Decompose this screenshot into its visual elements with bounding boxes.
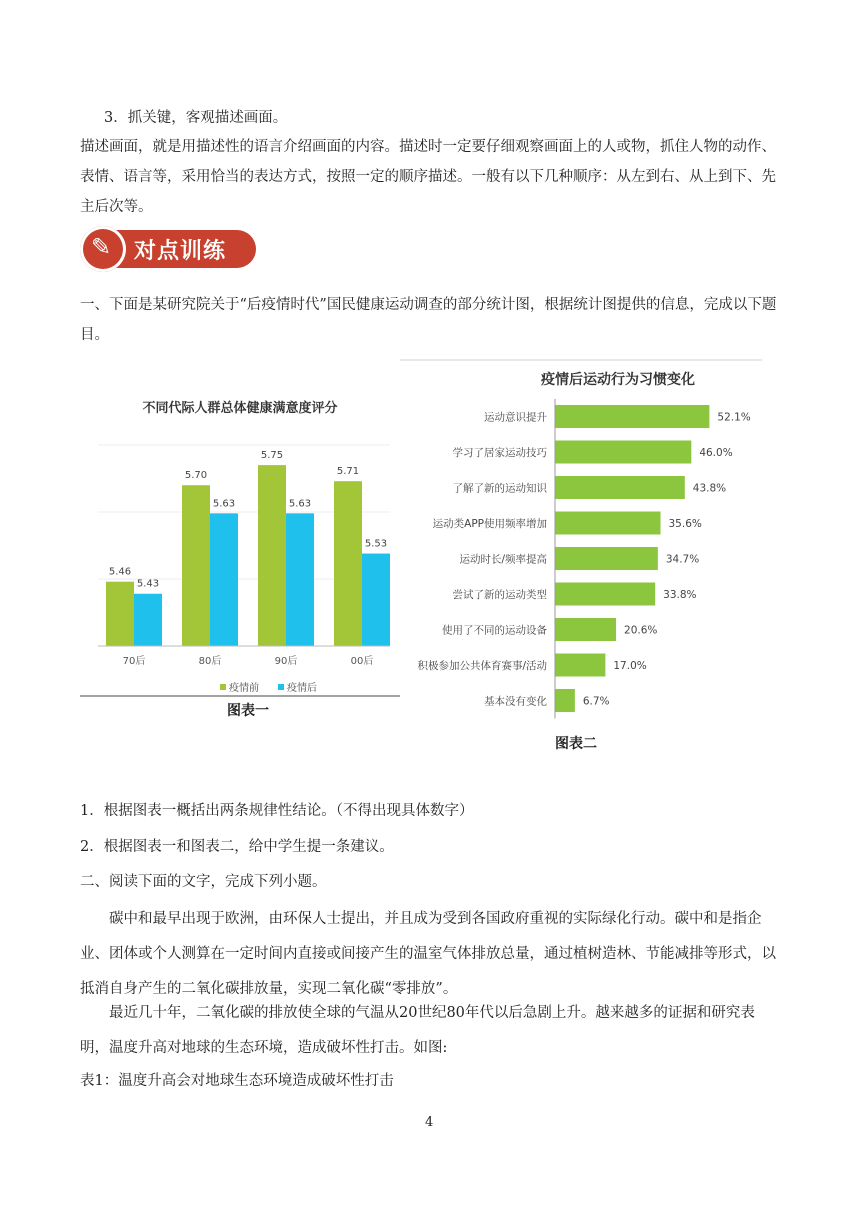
chart-one-legend-swatch xyxy=(220,684,226,690)
chart-one-caption: 图表一 xyxy=(227,703,269,719)
chart-two-data-label: 6.7% xyxy=(582,695,610,708)
chart-one-legend-label: 疫情前 xyxy=(229,683,259,694)
table-caption: 表1：温度升高会对地球生态环境造成破坏性打击 xyxy=(80,1073,394,1089)
chart-two xyxy=(400,358,762,756)
chart-two-category-label: 尝试了新的运动类型 xyxy=(452,589,547,601)
chart-two-bar xyxy=(555,476,685,499)
chart-one-data-label: 5.75 xyxy=(260,450,284,462)
chart-one-data-label: 5.70 xyxy=(184,470,208,482)
chart-two-bar xyxy=(555,654,605,677)
chart-two-bar xyxy=(555,583,655,606)
chart-two-svg xyxy=(400,358,762,756)
chart-two-category-label: 基本没有变化 xyxy=(484,695,547,708)
chart-one-bar xyxy=(286,513,314,646)
chart-one-bar xyxy=(182,485,210,646)
chart-two-category-label: 了解了新的运动知识 xyxy=(452,482,547,495)
pencil-icon: ✎ xyxy=(80,226,126,272)
chart-one-bar xyxy=(134,594,162,646)
chart-one-data-label: 5.46 xyxy=(108,566,132,578)
chart-one-category-label: 00后 xyxy=(350,656,374,667)
section-banner xyxy=(80,226,256,272)
chart-one-category-label: 80后 xyxy=(198,656,222,667)
chart-two-bar xyxy=(555,441,691,464)
question-1: 1．根据图表一概括出两条规律性结论。（不得出现具体数字） xyxy=(80,803,474,819)
chart-two-data-label: 52.1% xyxy=(717,411,751,424)
chart-two-data-label: 34.7% xyxy=(665,553,700,566)
chart-two-bar xyxy=(555,547,658,570)
chart-one xyxy=(80,370,400,720)
chart-one-data-label: 5.63 xyxy=(212,498,236,510)
chart-two-data-label: 43.8% xyxy=(692,482,727,495)
chart-two-category-label: 运动时长/频率提高 xyxy=(459,553,547,566)
chart-one-bar xyxy=(106,582,134,646)
chart-two-category-label: 运动意识提升 xyxy=(484,411,547,424)
chart-two-bar xyxy=(555,618,616,641)
chart-two-data-label: 17.0% xyxy=(613,660,647,672)
intro-heading: 3．抓关键，客观描述画面。 xyxy=(104,110,288,126)
chart-two-caption: 图表二 xyxy=(555,736,597,752)
section1-intro: 一、下面是某研究院关于“后疫情时代”国民健康运动调查的部分统计图，根据统计图提供的信息，完成以下题目。 xyxy=(80,297,777,343)
chart-one-category-label: 70后 xyxy=(122,656,146,667)
chart-two-data-label: 35.6% xyxy=(668,518,702,530)
chart-one-svg xyxy=(80,370,400,720)
chart-one-data-label: 5.43 xyxy=(136,578,160,590)
section2-paragraph-2: 最近几十年，二氧化碳的排放使全球的气温从20世纪80年代以后急剧上升。越来越多的证据和研究表明，温度升高对地球的生态环境，造成破坏性打击。如图: xyxy=(80,1005,755,1056)
chart-two-data-label: 20.6% xyxy=(624,624,658,637)
page-number: 4 xyxy=(425,1115,434,1130)
chart-two-category-label: 积极参加公共体育赛事/活动 xyxy=(417,660,547,672)
chart-one-title: 不同代际人群总体健康满意度评分 xyxy=(142,401,338,416)
chart-one-bar xyxy=(258,465,286,646)
chart-one-data-label: 5.53 xyxy=(364,538,388,550)
chart-one-category-label: 90后 xyxy=(274,656,298,667)
section2-intro: 二、阅读下面的文字，完成下列小题。 xyxy=(80,874,327,890)
chart-two-bar xyxy=(555,405,709,428)
chart-one-bar xyxy=(334,481,362,646)
chart-one-bar xyxy=(210,513,238,646)
section2-paragraph-1: 碳中和最早出现于欧洲，由环保人士提出，并且成为受到各国政府重视的实际绿化行动。碳中和是指企业、团体或个人测算在一定时间内直接或间接产生的温室气体排放总量，通过植树造林、节能减排等形式，以抵消自身产生的二氧化碳排放量，实现二氧化碳“零排放”。 xyxy=(80,911,776,997)
chart-two-bar xyxy=(555,689,575,712)
chart-one-data-label: 5.63 xyxy=(288,498,312,510)
chart-two-data-label: 46.0% xyxy=(699,447,733,459)
chart-two-category-label: 运动类APP使用频率增加 xyxy=(432,518,547,530)
chart-one-legend-label: 疫情后 xyxy=(287,683,317,694)
chart-one-data-label: 5.71 xyxy=(336,466,360,478)
banner-label: 对点训练 xyxy=(134,239,227,264)
chart-two-data-label: 33.8% xyxy=(663,589,697,601)
chart-two-category-label: 学习了居家运动技巧 xyxy=(452,447,547,459)
chart-two-category-label: 使用了不同的运动设备 xyxy=(442,624,547,637)
chart-one-legend-swatch xyxy=(278,684,284,690)
chart-two-title: 疫情后运动行为习惯变化 xyxy=(541,372,695,388)
chart-two-bar xyxy=(555,512,661,535)
intro-body: 描述画面，就是用描述性的语言介绍画面的内容。描述时一定要仔细观察画面上的人或物，抓住人物的动作、表情、语言等，采用恰当的表达方式，按照一定的顺序描述。一般有以下几种顺序：从左到右、从上到下、先主后次等。 xyxy=(80,139,776,215)
question-2: 2．根据图表一和图表二，给中学生提一条建议。 xyxy=(80,839,394,855)
chart-one-bar xyxy=(362,554,390,646)
